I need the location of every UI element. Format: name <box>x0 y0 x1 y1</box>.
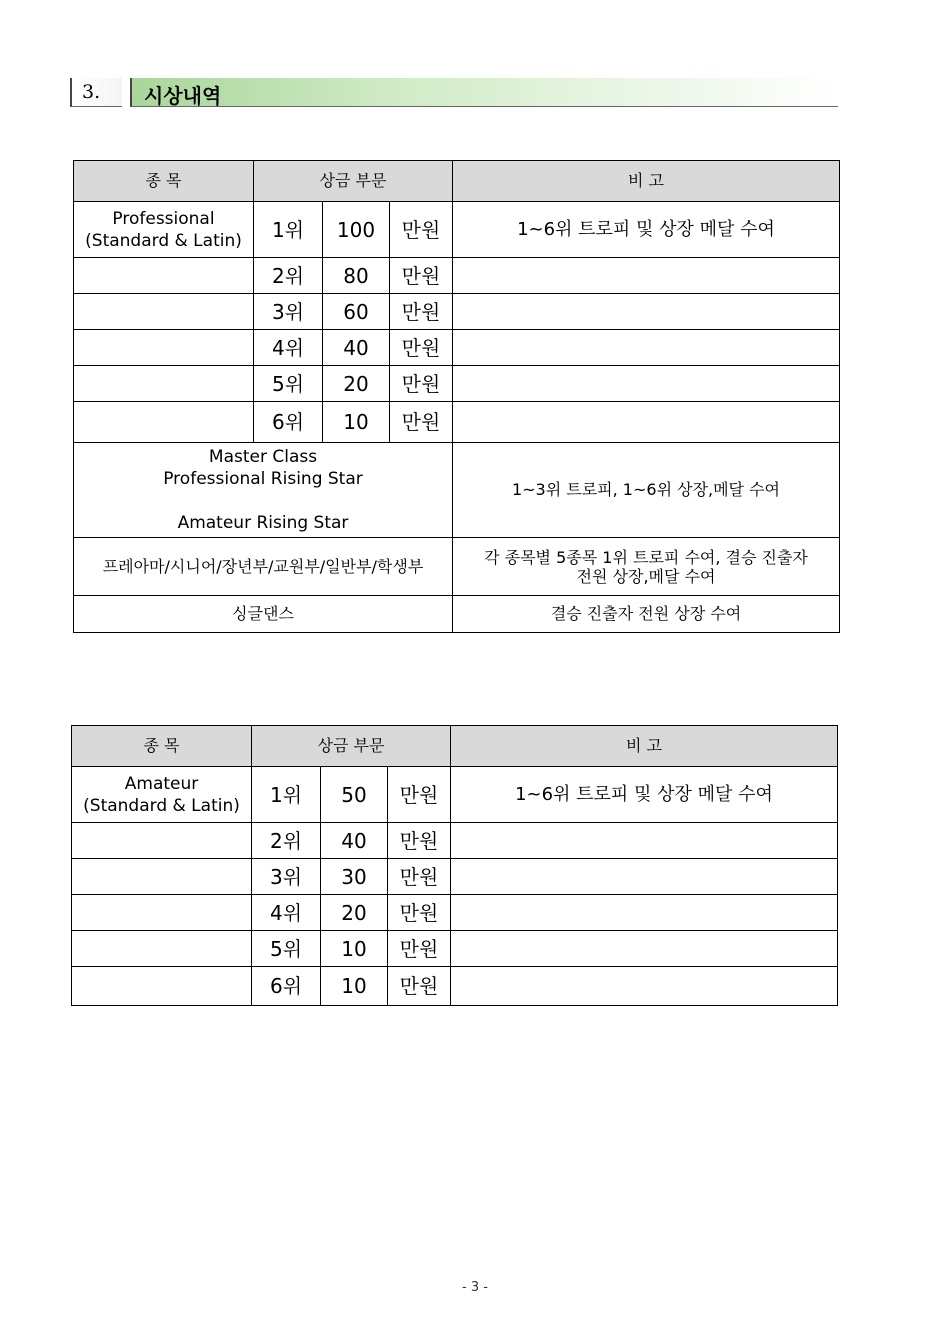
header-event: 종 목 <box>74 161 254 202</box>
rank-cell: 5위 <box>252 931 321 967</box>
header-remarks: 비 고 <box>451 726 838 767</box>
section-title: 시상내역 <box>144 84 222 108</box>
divisions-remarks: 각 종목별 5종목 1위 트로피 수여, 결승 진출자 전원 상장,메달 수여 <box>453 538 840 596</box>
empty-cell <box>453 366 840 402</box>
empty-cell <box>453 258 840 294</box>
header-prize: 상금 부문 <box>252 726 451 767</box>
section-title-box <box>130 78 838 107</box>
unit-cell: 만원 <box>388 823 451 859</box>
amount-cell: 10 <box>321 967 388 1006</box>
amateur-prize-table <box>71 725 838 1006</box>
section-number: 3. <box>82 81 101 103</box>
amount-cell: 80 <box>323 258 390 294</box>
empty-cell <box>74 258 254 294</box>
empty-cell <box>72 859 252 895</box>
empty-cell <box>451 931 838 967</box>
rank-cell: 4위 <box>252 895 321 931</box>
master-class-cell: Master Class Professional Rising Star Amateur Rising Star <box>74 443 453 538</box>
unit-cell: 만원 <box>388 767 451 823</box>
empty-cell <box>72 895 252 931</box>
amount-cell: 50 <box>321 767 388 823</box>
unit-cell: 만원 <box>390 258 453 294</box>
empty-cell <box>74 366 254 402</box>
empty-cell <box>74 402 254 443</box>
header-prize: 상금 부문 <box>254 161 453 202</box>
remarks-cell: 1~6위 트로피 및 상장 메달 수여 <box>453 202 840 258</box>
page-number: - 3 - <box>462 1280 488 1295</box>
divisions-cell: 프레아마/시니어/장년부/교원부/일반부/학생부 <box>74 538 453 596</box>
table-header-row <box>72 726 838 767</box>
unit-cell: 만원 <box>390 402 453 443</box>
section-number-box <box>70 78 122 107</box>
empty-cell <box>453 294 840 330</box>
rank-cell: 1위 <box>254 202 323 258</box>
amount-cell: 20 <box>323 366 390 402</box>
single-dance-remarks: 결승 진출자 전원 상장 수여 <box>453 596 840 633</box>
master-class-remarks: 1~3위 트로피, 1~6위 상장,메달 수여 <box>453 443 840 538</box>
table-row <box>74 202 840 258</box>
table-row <box>74 596 840 633</box>
table-row <box>74 402 840 443</box>
header-event: 종 목 <box>72 726 252 767</box>
rank-cell: 6위 <box>252 967 321 1006</box>
rank-cell: 5위 <box>254 366 323 402</box>
rank-cell: 3위 <box>252 859 321 895</box>
unit-cell: 만원 <box>390 294 453 330</box>
category-cell: Amateur (Standard & Latin) <box>72 767 252 823</box>
empty-cell <box>453 402 840 443</box>
amount-cell: 20 <box>321 895 388 931</box>
empty-cell <box>453 330 840 366</box>
unit-cell: 만원 <box>388 931 451 967</box>
rank-cell: 2위 <box>254 258 323 294</box>
table-row <box>74 294 840 330</box>
empty-cell <box>72 823 252 859</box>
amount-cell: 10 <box>323 402 390 443</box>
unit-cell: 만원 <box>390 366 453 402</box>
section-heading <box>70 78 836 108</box>
table-row <box>74 258 840 294</box>
unit-cell: 만원 <box>388 895 451 931</box>
table-row <box>72 967 838 1006</box>
amount-cell: 60 <box>323 294 390 330</box>
rank-cell: 4위 <box>254 330 323 366</box>
category-cell: Professional (Standard & Latin) <box>74 202 254 258</box>
rank-cell: 2위 <box>252 823 321 859</box>
header-remarks: 비 고 <box>453 161 840 202</box>
professional-prize-table <box>73 160 840 633</box>
table-row <box>72 931 838 967</box>
unit-cell: 만원 <box>388 967 451 1006</box>
unit-cell: 만원 <box>388 859 451 895</box>
empty-cell <box>72 931 252 967</box>
table-row <box>72 767 838 823</box>
rank-cell: 3위 <box>254 294 323 330</box>
empty-cell <box>451 859 838 895</box>
amount-cell: 40 <box>323 330 390 366</box>
amount-cell: 40 <box>321 823 388 859</box>
table-row <box>74 443 840 538</box>
empty-cell <box>74 330 254 366</box>
table-row <box>72 823 838 859</box>
empty-cell <box>451 967 838 1006</box>
unit-cell: 만원 <box>390 202 453 258</box>
empty-cell <box>451 895 838 931</box>
amount-cell: 100 <box>323 202 390 258</box>
unit-cell: 만원 <box>390 330 453 366</box>
table-row <box>72 895 838 931</box>
table-row <box>74 330 840 366</box>
empty-cell <box>72 967 252 1006</box>
table-row <box>72 859 838 895</box>
rank-cell: 1위 <box>252 767 321 823</box>
table-header-row <box>74 161 840 202</box>
empty-cell <box>451 823 838 859</box>
amount-cell: 10 <box>321 931 388 967</box>
single-dance-cell: 싱글댄스 <box>74 596 453 633</box>
rank-cell: 6위 <box>254 402 323 443</box>
amount-cell: 30 <box>321 859 388 895</box>
table-row <box>74 538 840 596</box>
table-row <box>74 366 840 402</box>
remarks-cell: 1~6위 트로피 및 상장 메달 수여 <box>451 767 838 823</box>
empty-cell <box>74 294 254 330</box>
